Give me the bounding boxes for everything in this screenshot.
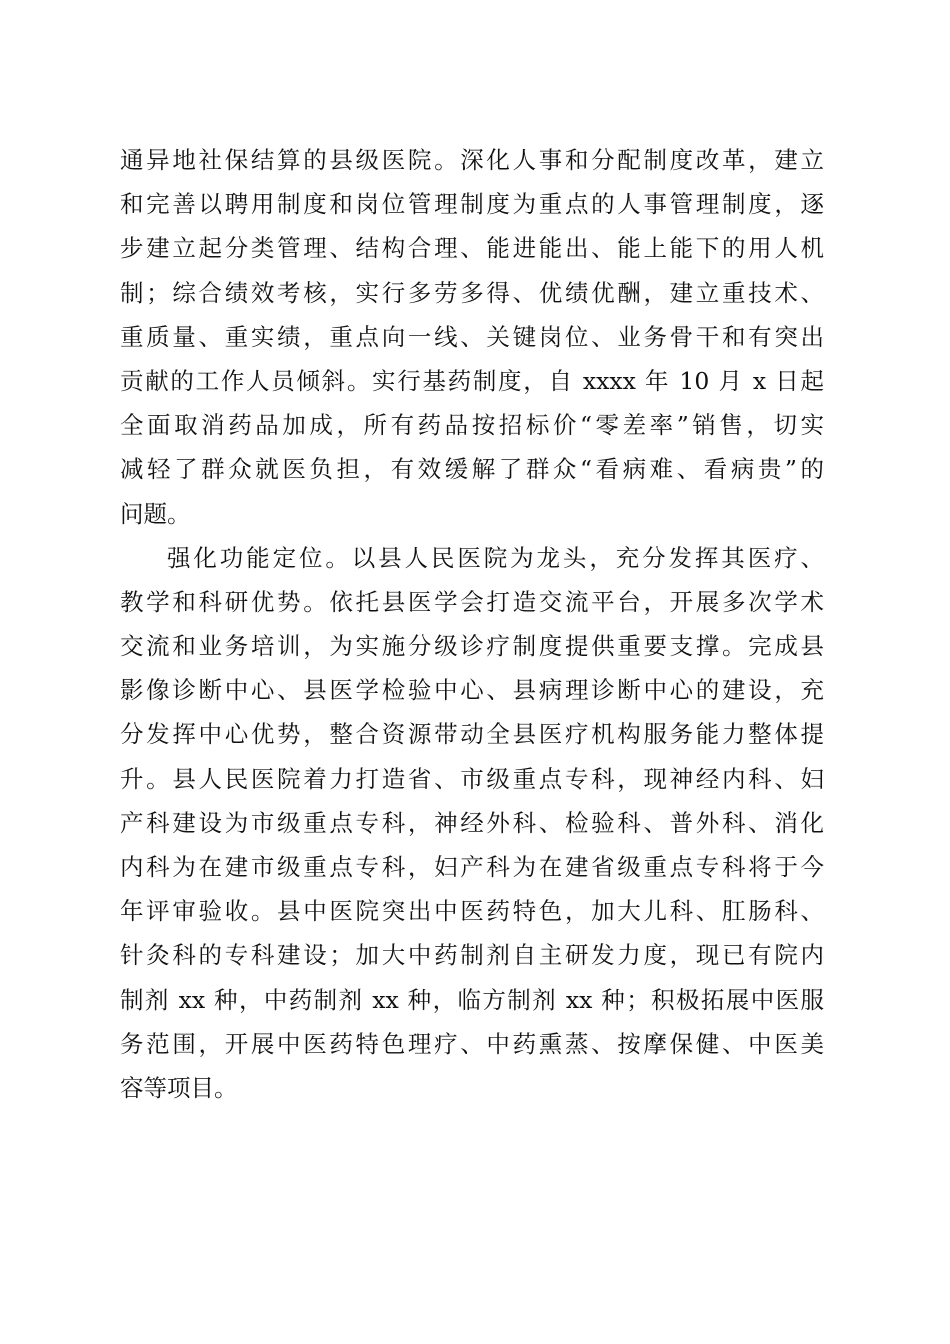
text-line: 容等项目。	[120, 1073, 238, 1102]
text-line: 减轻了群众就医负担，有效缓解了群众“看病难、看病贵”的	[120, 455, 824, 484]
text-line: 重质量、重实绩，重点向一线、关键岗位、业务骨干和有突出	[120, 322, 824, 351]
text-line: 全面取消药品加成，所有药品按招标价“零差率”销售，切实	[120, 411, 824, 440]
text-line: 通异地社保结算的县级医院。深化人事和分配制度改革，建立	[120, 146, 824, 174]
text-line: 和完善以聘用制度和岗位管理制度为重点的人事管理制度，逐	[120, 190, 824, 219]
text-line: 教学和科研优势。依托县医学会打造交流平台，开展多次学术	[120, 587, 824, 616]
text-line: 内科为在建市级重点专科，妇产科为在建省级重点专科将于今	[120, 853, 824, 881]
text-line: 强化功能定位。以县人民医院为龙头，充分发挥其医疗、	[167, 543, 824, 572]
text-line: 分发挥中心优势，整合资源带动全县医疗机构服务能力整体提	[120, 720, 824, 749]
text-line: 针灸科的专科建设；加大中药制剂自主研发力度，现已有院内	[120, 941, 824, 970]
text-line: 制；综合绩效考核，实行多劳多得、优绩优酬，建立重技术、	[120, 278, 824, 307]
text-line: 年评审验收。县中医院突出中医药特色，加大儿科、肛肠科、	[120, 897, 824, 926]
document-body	[120, 138, 824, 1110]
text-line: 产科建设为市级重点专科，神经外科、检验科、普外科、消化	[120, 808, 824, 837]
text-line: 升。县人民医院着力打造省、市级重点专科，现神经内科、妇	[120, 764, 824, 793]
paragraph-2	[120, 536, 824, 1110]
text-line: 贡献的工作人员倾斜。实行基药制度，自 xxxx 年 10 月 x 日起	[120, 366, 824, 395]
text-line: 步建立起分类管理、结构合理、能进能出、能上能下的用人机	[120, 234, 824, 263]
text-line: 交流和业务培训，为实施分级诊疗制度提供重要支撑。完成县	[120, 632, 824, 661]
text-line: 影像诊断中心、县医学检验中心、县病理诊断中心的建设，充	[120, 676, 824, 705]
paragraph-1	[120, 138, 824, 536]
text-line: 问题。	[120, 499, 191, 528]
text-line: 务范围，开展中医药特色理疗、中药熏蒸、按摩保健、中医美	[120, 1029, 824, 1058]
text-line: 制剂 xx 种，中药制剂 xx 种，临方制剂 xx 种；积极拓展中医服	[120, 985, 824, 1014]
